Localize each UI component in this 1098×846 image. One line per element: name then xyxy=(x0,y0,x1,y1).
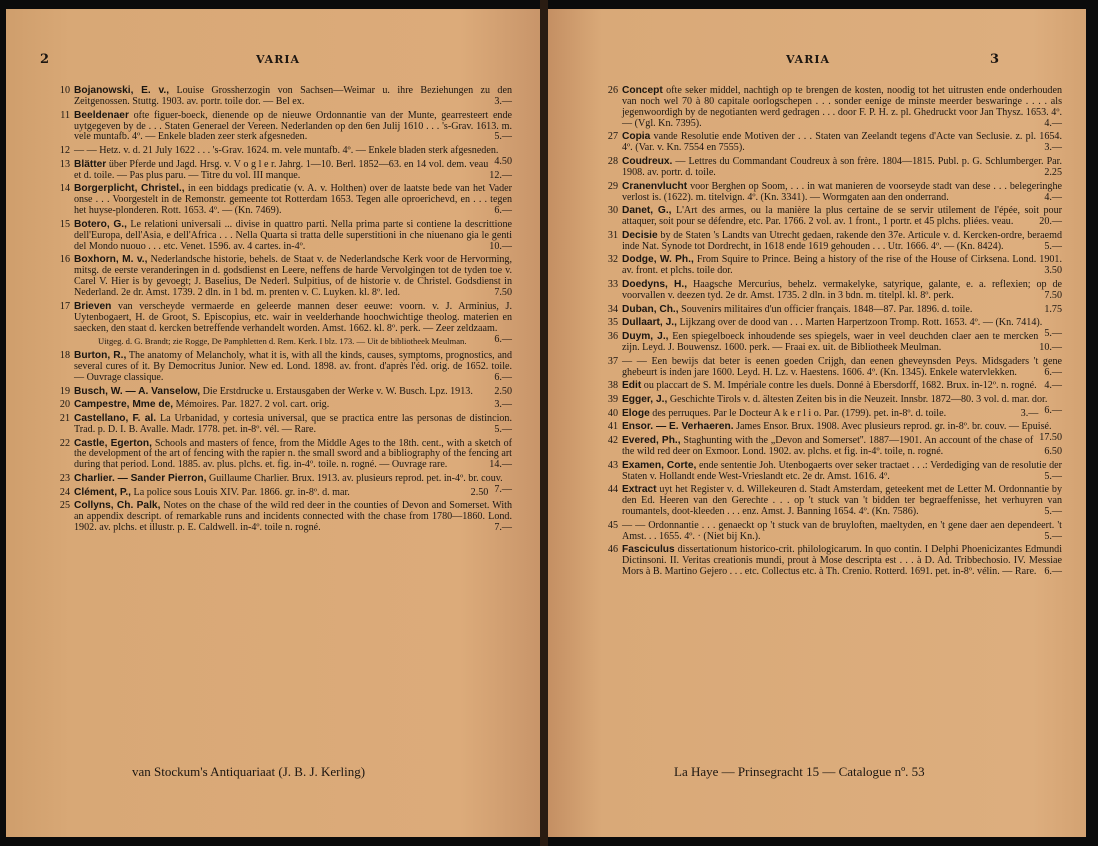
entry-description: ofte figuer-boeck, dienende op de nieuwe Ordonnantie van der Munte, gearresteert ende uytgegeven by de . . . Staten Generael der Vereen. Nederlanden op den 6en Julij 1610 . . . 's-Grav. 1613. m. vele muntafb. 4º. — Enkele bladen zeer sterk afgesneden. xyxy=(74,109,513,143)
entry-number: 23 xyxy=(59,473,70,485)
entry-author: Borgerplicht, Christel., xyxy=(74,183,185,195)
entry-price: 5.— xyxy=(1044,530,1062,542)
entry-number: 15 xyxy=(59,218,70,230)
entry-price: 6.50 xyxy=(1044,446,1062,458)
page-footer: La Haye — Prinsegracht 15 — Catalogue nº. 53 xyxy=(674,764,925,779)
entry-description: The anatomy of Melancholy, what it is, with all the kinds, causes, symptoms, prognostics, and several cures of it. By Democritus Junior. New ed. Lond. 1898. av. front. d'après l'éd. orig. de 1652. toile. — Ouvrage classique. xyxy=(74,350,513,383)
entry-price: 3.— xyxy=(494,399,512,411)
entry-description: uyt het Register v. d. Willekeuren d. Stadt Amsterdam, geteekent met de Letter M. Ordonnantie by den Ed. Heeren van den Gerechte . . . op 't stuck van 't bidden ter begraeffenisse, het verhuyren van roumantels, doot-kleeden . . . enz. Amst. J. Banning 1654. 4º. (Kn. 7586). xyxy=(622,484,1062,518)
entry-description: Geschichte Tirols v. d. ältesten Zeiten bis in die Neuzeit. Innsbr. 1872—80. 3 vol. d. mar. dor. xyxy=(669,394,1048,406)
catalogue-entry xyxy=(58,439,512,472)
entry-number: 36 xyxy=(607,331,618,343)
entry-description: vande Resolutie ende Motiven der . . . Staten van Zeelandt tegens d'Acte van Seclusie. z. pl. 1654. 4º. (Var. v. Kn. 7554 en 7555). xyxy=(622,131,1062,154)
entry-author: Dodge, W. Ph., xyxy=(622,254,694,266)
entry-number: 40 xyxy=(607,407,618,419)
entry-author: Busch, W. — A. Vanselow, xyxy=(74,385,201,397)
entry-description: La Urbanidad, y cortesia universal, que se practica entre las personas de distincion. Trad. p. D. I. B. Avalle. Madr. 1778. pet. in-8º. vél. — Rare. xyxy=(74,412,512,435)
catalogue-entry xyxy=(606,461,1062,483)
entry-price: 20.— xyxy=(1039,216,1062,228)
entry-price: 5.— xyxy=(1044,506,1062,518)
entry-price: 7.50 xyxy=(1044,289,1062,301)
entry-price: 2.25 xyxy=(1044,166,1062,178)
entry-number: 26 xyxy=(607,85,618,96)
entry-number: 38 xyxy=(607,380,618,392)
entry-price: 10.— xyxy=(1039,342,1062,353)
entry-number: 43 xyxy=(607,459,618,471)
entry-author: Edit xyxy=(622,380,642,392)
entry-author: Botero, G., xyxy=(74,218,127,230)
entry-author: Burton, R., xyxy=(74,350,127,361)
entry-price: 10.— xyxy=(489,240,512,252)
entry-number: 39 xyxy=(607,394,618,406)
entry-number: 25 xyxy=(59,500,70,512)
catalogue-entry xyxy=(606,332,1062,354)
entry-author: Decisie xyxy=(622,229,658,241)
entry-list xyxy=(58,86,512,537)
entry-price: 6.— xyxy=(1044,566,1062,578)
catalogue-entry xyxy=(58,387,512,398)
catalogue-entry xyxy=(606,280,1062,302)
entry-number: 33 xyxy=(607,279,618,291)
entry-author: Ensor. — E. Verhaeren. xyxy=(622,421,734,433)
entry-description: — — Hetz. v. d. 21 July 1622 . . . 's-Grav. 1624. m. vele muntafb. 4º. — Enkele bladen sterk afgesneden. xyxy=(74,145,499,157)
catalogue-entry xyxy=(606,255,1062,277)
entry-author: Copia xyxy=(622,131,651,143)
entry-description: Die Erstdrucke u. Erstausgaben der Werke v. W. Busch. Lpz. 1913. xyxy=(202,385,473,397)
entry-number: 34 xyxy=(607,303,618,315)
book-gutter xyxy=(540,0,548,846)
entry-description: Nederlandsche historie, behels. de Staat v. de Nederlandsche Kerk voor de Hervorming, mitsg. de eerste veranderingen in d. godsdienst en Leere, neffens de harde Vervolgingen tot de tyden toe v. Carel V. Hier is by gevoegt; J. Baselius, De Nederl. Sulpitius, of de historie v. de Christel. Godsdienst in Nederland. 2e dr. Amst. 1739. 2 dln. in 1 bd. m. prenten v. C. Luyken. kl. 8º. led. xyxy=(74,254,512,299)
entry-price: 6.— xyxy=(494,333,512,345)
entry-number: 44 xyxy=(607,484,618,496)
entry-description: Schools and masters of fence, from the Middle Ages to the 18th. cent., with a sketch of the development of the art of fencing with the rapier n. the small sword and a bibliography of the fencing art during that period. Lond. 1885. av. plus. plchs. et. fig. in-4º. toile. n. rogné. — Ouvrage rare. xyxy=(74,437,512,471)
entry-description: Haagsche Mercurius, behelz. vermakelyke, satyrique, galante, e. a. reflexien; op de voorvallen v. deezen tyd. 2e dr. Amst. 1735. 2 dln. in 3 bdn. m. titelpl. kl. 8º. perk. xyxy=(622,279,1062,301)
entry-price: 14.— xyxy=(489,459,512,471)
entry-description: Guillaume Charlier. Brux. 1913. av. plusieurs reprod. pet. in-4º. br. couv. xyxy=(209,473,503,485)
entry-number: 41 xyxy=(607,421,618,433)
entry-number: 20 xyxy=(59,399,70,411)
catalogue-entry xyxy=(58,160,512,182)
entry-description: des perruques. Par le Docteur A k e r l i o. Par. (1799). pet. in-8º. d. toile. xyxy=(652,407,947,419)
entry-number: 35 xyxy=(607,317,618,329)
entry-description: Louise Grossherzogin von Sachsen—Weimar u. ihre Beziehungen zu den Zeitgenossen. Stuttg. 1903. av. portr. toile dor. — Bel ex. xyxy=(74,85,513,107)
entry-description: dissertationum historico-crit. philologicarum. In quo contin. I Delphi Phoenicizantes Edmundi Dictinsoni. II. Veritas creationis mundi, prout à Mose descripta est . . . à D. Ad. Tribbechosio. IV. Messiae Mors à B. Martino Gejero . . . etc. Collectus etc. à Th. Crenio. Rotterd. 1691. pet. in-8º. vélin. — Rare. xyxy=(622,544,1062,578)
entry-price: 3.— xyxy=(1044,142,1062,154)
catalogue-entry xyxy=(606,409,1062,420)
page-footer: van Stockum's Antiquariaat (J. B. J. Kerling) xyxy=(132,764,366,779)
catalogue-entry xyxy=(58,400,512,411)
entry-number: 13 xyxy=(59,158,70,170)
catalogue-entry xyxy=(606,545,1062,578)
entry-description: Le relationi universali ... divise in quattro parti. Nella prima parte si contiene la descrittione dell'Europa, dell'Asia, e dell'Africa . . . Nella Quarta si tratta delle superstitioni in che niuenano gia le genti del Mondo nuouo . . . etc. Venet. 1596. av. 4 cartes. in-4º. xyxy=(74,218,512,252)
entry-description: L'Art des armes, ou la manière la plus certaine de se servir utilement de l'épée, soit pour attaquer, soit pour se défendre, etc. Par. 1766. 2 vol. av. 1 front., 1 portr. et 45 plchs. pliées. veau. xyxy=(622,205,1062,228)
catalogue-entry xyxy=(58,184,512,217)
entry-price: 17.50 xyxy=(1039,432,1062,444)
page-number: 2 xyxy=(40,52,50,67)
entry-author: Brieven xyxy=(74,300,112,312)
catalogue-entry xyxy=(58,414,512,436)
entry-price: 4.— xyxy=(1044,191,1062,203)
entry-number: 14 xyxy=(59,183,70,195)
entry-author: Blätter xyxy=(74,158,107,170)
entry-price: 12.— xyxy=(489,169,512,181)
entry-description: Mémoires. Par. 1827. 2 vol. cart. orig. xyxy=(175,399,330,411)
entry-price: 5.— xyxy=(494,131,512,143)
running-header: VARIA xyxy=(786,53,831,66)
entry-author: Egger, J., xyxy=(622,394,668,406)
entry-description: James Ensor. Brux. 1908. Avec plusieurs reprod. gr. in-8º. br. couv. — Epuisé. xyxy=(736,421,1052,433)
entry-author: Fasciculus xyxy=(622,544,675,556)
entry-author: Charlier. — Sander Pierron, xyxy=(74,473,207,485)
entry-price: 4.50 xyxy=(494,156,512,168)
entry-description: — — Ordonnantie . . . genaeckt op 't stuck van de bruyloften, maeltyden, en 't gene daer aen dependeert. 't Amst. . . 1655. 4º. · (Niet bij Kn.). xyxy=(622,519,1062,542)
entry-number: 32 xyxy=(607,254,618,266)
entry-description: La police sous Louis XIV. Par. 1866. gr. in-8º. d. mar. xyxy=(133,486,350,498)
entry-description: Souvenirs militaires d'un officier français. 1848—87. Par. 1896. d. toile. xyxy=(681,303,973,315)
catalogue-entry xyxy=(58,86,512,108)
entry-description: ou placcart de S. M. Impériale contre les duels. Donné à Ebersdorff, 1682. Brux. in-12º. n. rogné. xyxy=(643,380,1037,392)
entry-description: ofte seker middel, nachtigh op te brengen de kosten, noodig tot het uitrusten ende onderhouden van noch wel 70 à 80 capitale oorlogschepen . . . sonder eenige de minste meerder beswaringe . . . . als jegenwoordigh by de negotianten werd gedragen . . . door F. P. H. z. pl. Ghedruckt voor Jan Thysz. 1653. 4º. — (Vgl. Kn. 7395). xyxy=(622,85,1062,129)
catalogue-entry xyxy=(606,436,1062,458)
entry-price: 5.— xyxy=(494,423,512,435)
entry-number: 46 xyxy=(607,544,618,556)
catalogue-entry xyxy=(606,132,1062,154)
entry-number: 21 xyxy=(59,412,70,424)
entry-number: 11 xyxy=(60,109,70,121)
entry-number: 19 xyxy=(59,385,70,397)
entry-author: Examen, Corte, xyxy=(622,459,697,471)
catalogue-entry xyxy=(606,206,1062,228)
entry-price: 6.— xyxy=(1044,366,1062,378)
catalogue-entry xyxy=(606,357,1062,379)
catalogue-entry xyxy=(58,351,512,384)
entry-author: Doedyns, H., xyxy=(622,279,688,291)
entry-author: Castle, Egerton, xyxy=(74,437,152,449)
entry-price: 3.50 xyxy=(1044,265,1062,277)
entry-price: 4.— xyxy=(1044,380,1062,392)
entry-list xyxy=(606,86,1062,581)
catalogue-entry xyxy=(58,501,512,534)
catalogue-entry xyxy=(606,381,1062,392)
entry-number: 12 xyxy=(59,145,70,157)
catalogue-entry xyxy=(58,488,512,499)
entry-author: Bojanowski, E. v., xyxy=(74,85,170,96)
entry-number: 18 xyxy=(59,350,70,361)
left-page xyxy=(6,9,540,837)
entry-author: Cranenvlucht xyxy=(622,180,688,192)
entry-description: Lijkzang over de dood van . . . Marten Harpertzoon Tromp. Rott. 1653. 4º. — (Kn. 7414). xyxy=(679,317,1043,329)
entry-description: by de Staten 's Landts van Utrecht gedaen, rakende den 37e. Articule v. d. Kercken-ordre, beraemd inde Nat. Synode tot Dordrecht, in 1618 ende 1619 gehouden . . . Utr. 1666. 4º. — (Kn. 8424). xyxy=(622,229,1062,252)
entry-description: van verscheyde vermaerde en geleerde mannen deser eeuwe: voorn. v. J. Arminius, J. Uytenbogaert, H. de Groot, S. Episcopius, etc. wair in veelderhande hoochwichtige theolog. materien en saecken, den staat d. kercken betreffende verhandelt worden. Amst. 1662. kl. 8º. perk. — Zeer zeldzaam. xyxy=(74,300,512,334)
entry-description: — Lettres du Commandant Coudreux à son frère. 1804—1815. Publ. p. G. Schlumberger. Par. 1908. av. portr. d. toile. xyxy=(622,156,1062,178)
entry-number: 37 xyxy=(607,355,618,367)
entry-price: 5.— xyxy=(1044,240,1062,252)
catalogue-entry xyxy=(58,220,512,253)
entry-number: 27 xyxy=(607,131,618,143)
catalogue-entry xyxy=(606,231,1062,253)
entry-number: 28 xyxy=(607,156,618,168)
entry-number: 42 xyxy=(607,435,618,447)
entry-author: Eloge xyxy=(622,407,650,419)
entry-description: über Pferde und Jagd. Hrsg. v. V o g l e r. Jahrg. 1—10. Berl. 1852—63. en 14 vol. dem. veau et d. toile. — Pas plus paru. — Titre du vol. III manque. xyxy=(74,158,489,181)
entry-price: 6.— xyxy=(1044,404,1062,416)
right-page xyxy=(548,9,1086,837)
entry-author: Evered, Ph., xyxy=(622,435,681,447)
entry-description: in een biddags predicatie (v. A. v. Holthen) over de laatste bede van het Vader onse . . . Voorgestelt in de Remonstr. gemeente tot Rotterdam 1653. Tegen alle oproerichevd, en . . . tegen het huyse-plonderen. Rott. 1653. 4º. — (Kn. 7469). xyxy=(74,183,512,217)
entry-number: 24 xyxy=(59,486,70,498)
entry-price: 2.50 xyxy=(494,385,512,397)
entry-description: ende sententie Joh. Utenbogaerts over seker tractaet . . .: Verdediging van de resolutie der Staten v. Hollandt ende West-Vrieslandt etc. 2e dr. Amst. 1616. 4º. xyxy=(622,459,1062,482)
entry-number: 22 xyxy=(59,437,70,449)
entry-description: Een spiegelboeck inhoudende ses spiegels, waer in veel deuchden claer aen te mercken zijn. Leyd. J. Bouwensz. 1600. perk. — Fraai ex. uit. de Bibliotheek Meulman. xyxy=(622,331,1039,353)
catalogue-entry xyxy=(58,111,512,144)
catalogue-entry xyxy=(606,485,1062,518)
catalogue-entry xyxy=(606,157,1062,179)
entry-number: 16 xyxy=(59,254,70,266)
entry-price: 5.— xyxy=(1044,470,1062,482)
entry-number: 30 xyxy=(607,205,618,217)
entry-author: Duym, J., xyxy=(622,331,669,343)
entry-note: Uitgeg. d. G. Brandt; zie Rogge, De Pamphletten d. Rem. Kerk. I blz. 173. — Uit de bibliotheek Meulman. xyxy=(98,336,467,347)
entry-author: Clément, P., xyxy=(74,486,131,498)
entry-number: 29 xyxy=(607,180,618,192)
catalogue-entry xyxy=(606,86,1062,130)
entry-description: From Squire to Prince. Being a history of the rise of the House of Cirksena. Lond. 1901. av. front. et plchs. toile dor. xyxy=(622,254,1062,277)
catalogue-entry xyxy=(606,305,1062,316)
entry-author: Danet, G., xyxy=(622,205,672,217)
entry-description: Staghunting with the „Devon and Somerset''. 1887—1901. An account of the chase of the wild red deer on Exmoor. Lond. 1902. av. plchs. et fig. in-4º. toile, n. rogné. xyxy=(622,435,1034,458)
entry-description: voor Berghen op Soom, . . . in wat manieren de voorseyde stadt van dese . . . belegeringhe verlost is. (1622). m. titelvign. 4º. (Kn. 3341). — Wormgaten aan den onderrand. xyxy=(622,180,1062,203)
entry-number: 45 xyxy=(607,519,618,531)
catalogue-entry xyxy=(606,182,1062,204)
entry-author: Campestre, Mme de, xyxy=(74,399,174,411)
entry-number: 17 xyxy=(59,300,70,312)
entry-author: Beeldenaer xyxy=(74,109,129,121)
entry-description: Notes on the chase of the wild red deer in the counties of Devon and Somerset. With an appendix descript. of remarkable runs and incidents connected with the chase from 1780—1860. Lond. 1902. av. plchs. et illustr. p. E. Caldwell. in-4º. toile n. rogné. xyxy=(74,500,512,534)
entry-price: 7.— xyxy=(494,522,512,534)
entry-price: 1.75 xyxy=(1044,303,1062,315)
entry-author: Boxhorn, M. v., xyxy=(74,254,148,266)
entry-author: Duban, Ch., xyxy=(622,303,679,315)
entry-price: 6.— xyxy=(494,205,512,217)
entry-number: 10 xyxy=(59,85,70,96)
entry-author: Extract xyxy=(622,484,657,496)
entry-price: 2.50 xyxy=(470,486,489,498)
entry-author: Coudreux. xyxy=(622,156,673,168)
running-header: VARIA xyxy=(256,53,301,66)
entry-author: Castellano, F. al. xyxy=(74,412,157,424)
page-number: 3 xyxy=(990,52,1000,67)
entry-price: 6.— xyxy=(494,371,512,383)
catalogue-entry xyxy=(606,521,1062,543)
entry-price: 7.50 xyxy=(494,287,512,299)
entry-author: Dullaart, J., xyxy=(622,317,677,329)
entry-description: — — Een bewijs dat beter is eenen goeden Crijgh, dan eenen gheveynsden Peys. Midsgaders 't gene ghebeurt is inden jare 1600. Leyd. H. Lz. v. Haestens. 1606. 4º. (Kn. 1345). Enkele watervlekken. xyxy=(622,355,1062,378)
entry-number: 31 xyxy=(607,229,618,241)
entry-author: Concept xyxy=(622,85,663,96)
entry-price: 7.— xyxy=(494,483,512,495)
entry-author: Collyns, Ch. Palk, xyxy=(74,500,161,512)
entry-price: 5.— xyxy=(1044,328,1062,340)
catalogue-entry xyxy=(58,255,512,299)
entry-price: 3.— xyxy=(1020,407,1039,419)
entry-price: 3.— xyxy=(494,95,512,107)
entry-price: 4.— xyxy=(1044,117,1062,129)
